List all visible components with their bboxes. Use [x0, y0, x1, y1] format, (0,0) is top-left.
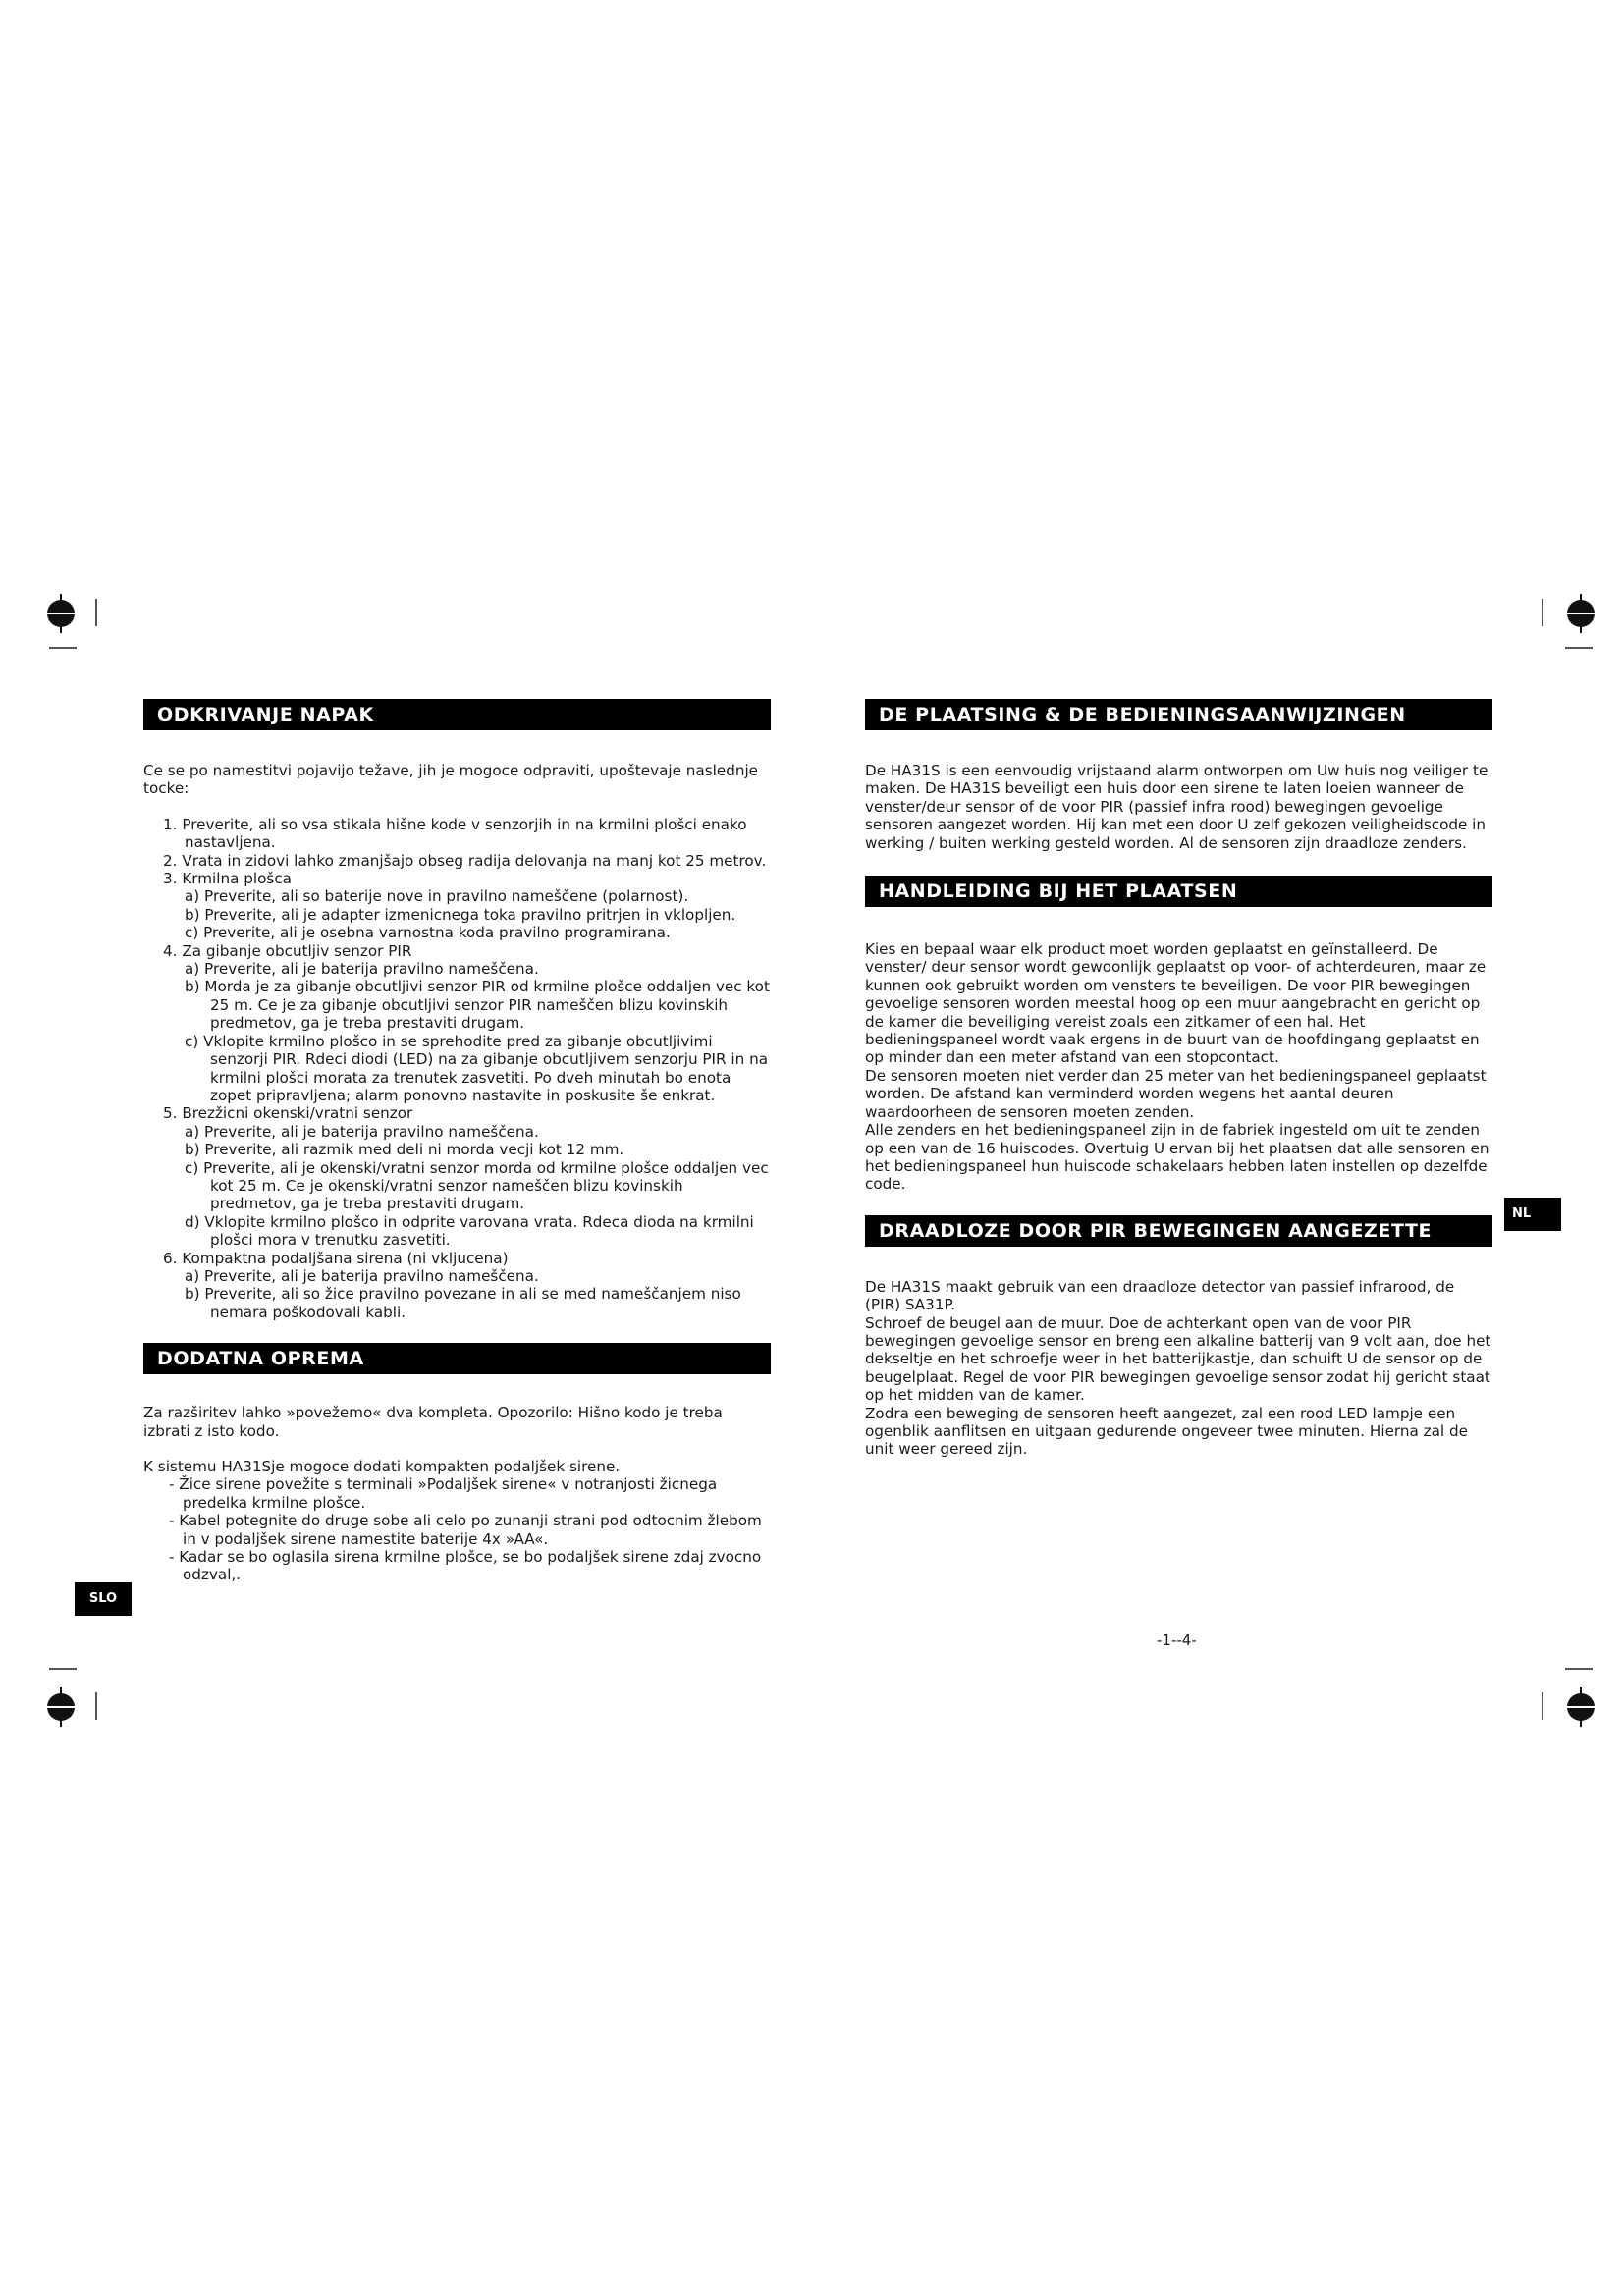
left-column	[143, 699, 771, 1584]
crop-mark-icon	[95, 1692, 97, 1720]
list-item: d) Vklopite krmilno plošco in odprite varovana vrata. Rdeca dioda na krmilni plošci mora v trenutku zasvetiti.	[185, 1212, 754, 1250]
section-heading-troubleshooting: ODKRIVANJE NAPAK	[143, 699, 771, 730]
list-item: a) Preverite, ali je baterija pravilno nameščena.	[185, 1122, 539, 1141]
crop-mark-icon	[49, 647, 77, 649]
registration-mark-icon	[47, 1693, 75, 1721]
list-item: 6. Kompaktna podaljšana sirena (ni vkljucena)	[163, 1249, 509, 1267]
pir-paragraph: De HA31S maakt gebruik van een draadloze detector van passief infrarood, de (PIR) SA31P.	[865, 1277, 1455, 1314]
list-item: a) Preverite, ali je baterija pravilno nameščena.	[185, 960, 539, 979]
intro-paragraph: De HA31S is een eenvoudig vrijstaand alarm ontworpen om Uw huis nog veiliger te maken. De HA31S beveiligt een huis door een sirene te laten loeien wanneer de venster/deur sensor of de voor PIR (passief infra rood) bewegingen gevoelige sensoren aangezet worden. Hij kan met een door U zelf gekozen veiligheidscode in werking / buiten werking gesteld worden. Al de sensoren zijn draadloze zenders.	[865, 762, 1489, 852]
troubleshooting-list	[143, 816, 771, 1321]
registration-mark-icon	[1567, 1693, 1595, 1721]
language-tab-nl: NL	[1504, 1198, 1561, 1231]
list-item: c) Preverite, ali je osebna varnostna koda pravilno programirana.	[185, 924, 671, 942]
crop-mark-icon	[1565, 647, 1593, 649]
language-tab-slo: SLO	[75, 1582, 132, 1616]
installation-paragraph: Alle zenders en het bedieningspaneel zijn in de fabriek ingesteld om uit te zenden op een van de 16 huiscodes. Overtuig U ervan bij het plaatsen dat alle sensoren en het bedieningspaneel hun huiscode schakelaars hebben laten instellen op dezelfde code.	[865, 1121, 1489, 1194]
installation-paragraph: Kies en bepaal waar elk product moet worden geplaatst en geïnstalleerd. De venster/ deur sensor wordt gewoonlijk geplaatst op voor- of achterdeuren, maar ze kunnen ook gebruikt worden om vensters te beveiligen. De voor PIR bewegingen gevoelige sensoren worden meestal hoog op een muur aangebracht en gericht op de kamer die beveiliging vereist zoals een zitkamer of een hal. Het bedieningspaneel wordt vaak ergens in de buurt van de hoofdingang geplaatst en op minder dan een meter afstand van een stopcontact.	[865, 940, 1487, 1067]
crop-mark-icon	[1542, 599, 1543, 626]
list-item: 1. Preverite, ali so vsa stikala hišne kode v senzorjih in na krmilni plošci enako nastavljena.	[163, 815, 747, 852]
list-item: b) Preverite, ali razmik med deli ni morda vecji kot 12 mm.	[185, 1141, 624, 1159]
list-item: b) Morda je za gibanje obcutljivi senzor PIR od krmilne plošce oddaljen vec kot 25 m. Ce je za gibanje obcutljivi senzor PIR nameščen blizu kovinskih predmetov, ga je treba prestaviti drugam.	[185, 978, 770, 1033]
intro-paragraph: Ce se po namestitvi pojavijo težave, jih je mogoce odpraviti, upoštevaje naslednje tocke:	[143, 762, 759, 798]
installation-paragraph: De sensoren moeten niet verder dan 25 meter van het bedieningspaneel geplaatst worden. De afstand kan verminderd worden wegens het aantal deuren waardoorheen de sensoren moeten zenden.	[865, 1066, 1487, 1121]
section-heading-placement-operation: DE PLAATSING & DE BEDIENINGSAANWIJZINGEN	[865, 699, 1492, 730]
list-item: c) Preverite, ali je okenski/vratni senzor morda od krmilne plošce oddaljen vec kot 25 m. Ce je okenski/vratni senzor nameščen blizu kovinskih predmetov, ga je treba prestaviti drugam.	[185, 1158, 769, 1213]
crop-mark-icon	[1565, 1668, 1593, 1670]
list-item: 3. Krmilna plošca	[163, 870, 292, 888]
list-item: b) Preverite, ali so žice pravilno povezane in ali se med nameščanjem niso nemara poškodovali kabli.	[185, 1285, 741, 1321]
list-item: b) Preverite, ali je adapter izmenicnega toka pravilno pritrjen in vklopljen.	[185, 905, 736, 924]
accessories-paragraph: Za razširitev lahko »povežemo« dva kompleta. Opozorilo: Hišno kodo je treba izbrati z isto kodo.	[143, 1404, 723, 1440]
list-item: - Kabel potegnite do druge sobe ali celo po zunanji strani pod odtocnim žlebom in v podaljšek sirene namestite baterije 4x »AA«.	[169, 1512, 762, 1548]
list-item: 4. Za gibanje obcutljiv senzor PIR	[163, 941, 412, 960]
registration-mark-icon	[1567, 600, 1595, 627]
list-item: c) Vklopite krmilno plošco in se sprehodite pred za gibanje obcutljivimi senzorji PIR. Rdeci diodi (LED) na za gibanje obcutljivem senzorju PIR in na krmilni plošci morata za trenutek zasvetiti. Po dveh minutah bo enota zopet pripravljena; alarm ponovno nastavite in poskusite še enkrat.	[185, 1032, 769, 1104]
list-item: 5. Brezžicni okenski/vratni senzor	[163, 1104, 413, 1123]
list-item: - Žice sirene povežite s terminali »Podaljšek sirene« v notranjosti žicnega predelka krmilne plošce.	[169, 1475, 718, 1512]
page-number: -1--4-	[1157, 1631, 1197, 1649]
crop-mark-icon	[95, 599, 97, 626]
crop-mark-icon	[49, 1668, 77, 1670]
section-heading-accessories: DODATNA OPREMA	[143, 1343, 771, 1374]
list-item: a) Preverite, ali je baterija pravilno nameščena.	[185, 1266, 539, 1285]
accessories-list	[143, 1475, 771, 1583]
section-heading-pir-sensors: DRAADLOZE DOOR PIR BEWEGINGEN AANGEZETTE SENSOREN	[865, 1215, 1492, 1247]
right-column	[865, 699, 1492, 1459]
pir-paragraph: Schroef de beugel aan de muur. Doe de achterkant open van de voor PIR bewegingen gevoelige sensor en breng een alkaline batterij van 9 volt aan, doe het dekseltje en het schroefje weer in het batterijkastje, dan schuift U de sensor op de beugelplaat. Regel de voor PIR bewegingen gevoelige sensor zodat hij gericht staat op het midden van de kamer.	[865, 1313, 1491, 1405]
pir-paragraph: Zodra een beweging de sensoren heeft aangezet, zal een rood LED lampje een ogenblik aanflitsen en uitgaan gedurende ongeveer twee minuten. Hierna zal de unit weer gereed zijn.	[865, 1404, 1468, 1459]
list-item: 2. Vrata in zidovi lahko zmanjšajo obseg radija delovanja na manj kot 25 metrov.	[163, 851, 767, 870]
crop-mark-icon	[1542, 1692, 1543, 1720]
accessories-paragraph: K sistemu HA31Sje mogoce dodati kompakten podaljšek sirene.	[143, 1458, 621, 1475]
list-item: a) Preverite, ali so baterije nove in pravilno nameščene (polarnost).	[185, 887, 689, 906]
registration-mark-icon	[47, 600, 75, 627]
section-heading-installation-guide: HANDLEIDING BIJ HET PLAATSEN	[865, 876, 1492, 907]
list-item: - Kadar se bo oglasila sirena krmilne plošce, se bo podaljšek sirene zdaj zvocno odzval,.	[169, 1548, 762, 1584]
